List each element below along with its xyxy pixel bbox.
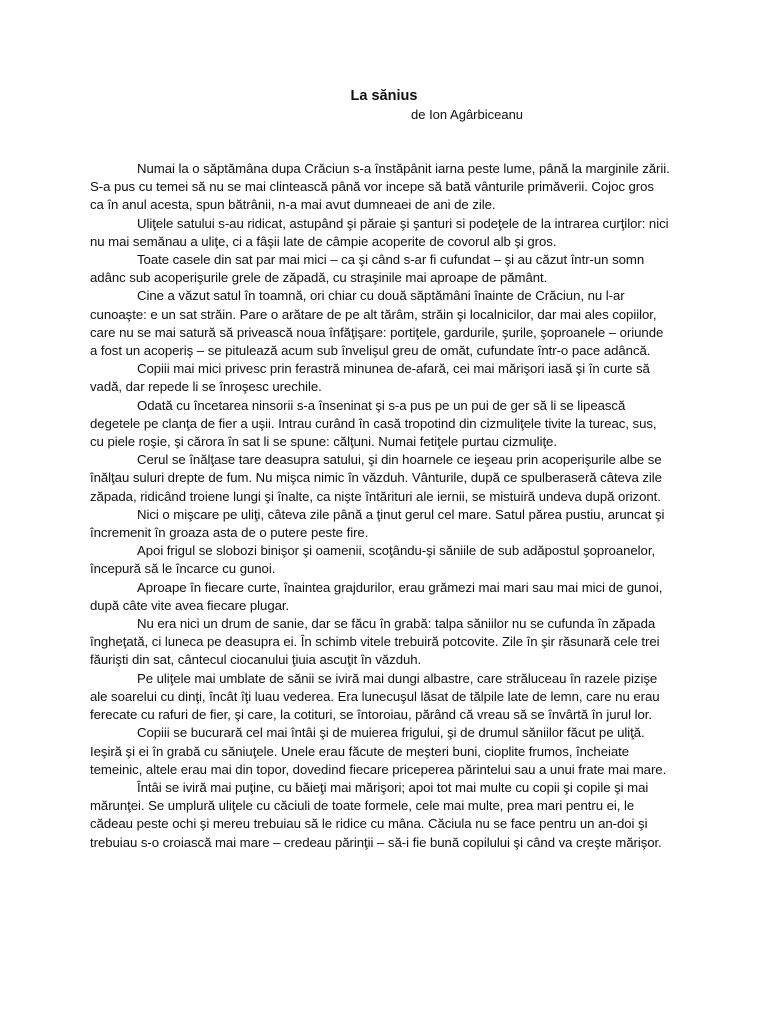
document-author: de Ion Agârbiceanu bbox=[411, 107, 524, 122]
paragraph: Nu era nici un drum de sanie, dar se făcu în grabă: talpa săniilor nu se cufunda în zăpada îngheţată, ci luneca pe deasupra ei. În schimb vitele trebuiră potcovite. Zile în şir răsunară cele trei făurişti din sat, cântecul ciocanului ţiuia ascuţit în văzduh. bbox=[90, 616, 660, 668]
paragraph: Copiii mai mici privesc prin ferastră minunea de-afară, cei mai mărişori iasă şi în curte să vadă, dar repede li se înroşesc urechile. bbox=[90, 361, 650, 395]
paragraph: Copiii se bucurară cel mai întâi şi de muierea frigului, şi de drumul săniilor făcut pe uliţă. Ieşiră şi ei în grabă cu săniuţele. Unele erau făcute de meşteri buni, cioplite frumos, încheiate temeinic, altele erau mai din topor, dovedind fiecare priceperea părintelui sau a unui frate mai mare. bbox=[90, 725, 667, 777]
paragraph: Apoi frigul se slobozi binişor şi oamenii, scoţându-şi săniile de sub adăpostul şoproanelor, începură să le încarce cu gunoi. bbox=[90, 543, 656, 577]
paragraph: Uliţele satului s-au ridicat, astupând şi păraie şi şanturi si podeţele de la intrarea curţilor: nici nu mai semănau a uliţe, ci a fâşii late de câmpie acoperite de covorul alb şi gros. bbox=[90, 215, 669, 249]
paragraph: Odată cu încetarea ninsorii s-a înseninat şi s-a pus pe un pui de ger să li se lipească degetele pe clanţa de fier a uşii. Intrau curând în casă tropotind din cizmuliţele tivite la tureac, sus, cu piele roşie, şi cărora în sat li se spune: călţuni. Numai fetiţele purtau cizmuliţe. bbox=[90, 397, 657, 450]
paragraph: Cine a văzut satul în toamnă, ori chiar cu două săptămâni înainte de Crăciun, nu l-ar cunoaşte: e un sat străin. Pare o arătare de pe alt tărâm, străin şi localnicilor, dar mai ales copiilor, care nu se mai satură să privească noua înfăţişare: portiţele, gardurile, şurile, şoproanele – oriunde a fost un acoperiş – se pitulează acum sub învelişul greu de omăt, cufundate într-o pace adâncă. bbox=[90, 288, 664, 359]
paragraph: Numai la o săptămâna dupa Crăciun s-a înstăpânit iarna peste lume, până la marginile zării. S-a pus cu temei să nu se mai clintească până vor incepe să bată vânturile primăverii. Cojoc gros ca în anul acesta, spun bătrânii, n-a mai avut dumneaei de ani de zile. bbox=[90, 161, 670, 213]
paragraph: Nici o mişcare pe uliţi, câteva zile până a ţinut gerul cel mare. Satul părea pustiu, aruncat şi încremenit în groaza asta de o putere peste fire. bbox=[90, 506, 665, 541]
document-title: La sănius bbox=[350, 88, 418, 104]
paragraph: Întâi se iviră mai puţine, cu băieţi mai mărişori; apoi tot mai multe cu copii şi copile şi mai mărunţei. Se umplură uliţele cu căciuli de toate formele, cele mai multe, prea mari pentru ei, le cădeau peste ochi şi mereu trebuiau să le ridice cu mâna. Căciula nu se face pentru un an-doi şi trebuiau s-o croiască mai mare – credeau părinţii – să-i fie bună copilului şi când va creşte mărişor. bbox=[90, 779, 662, 850]
paragraph: Toate casele din sat par mai mici – ca şi când s-ar fi cufundat – şi au căzut într-un somn adânc sub acoperişurile grele de zăpadă, cu straşinile mai aproape de pământ. bbox=[90, 252, 645, 286]
paragraph: Pe uliţele mai umblate de sănii se iviră mai dungi albastre, care străluceau în razele pizişe ale soarelui cu dinţi, încât îţi luau vederea. Era lunecuşul lăsat de tălpile late de lemn, care nu erau ferecate cu rafuri de fier, şi care, la cotituri, se întoroiau, părând că vreau să se învârtă în jurul lor. bbox=[90, 670, 660, 723]
paragraph: Cerul se înălţase tare deasupra satului, şi din hoarnele ce ieşeau prin acoperişurile albe se înălţau suluri drepte de fum. Nu mişca nimic în văzduh. Vânturile, după ce spulberaseră câteva zile zăpada, ridicând troiene lungi şi înalte, ca nişte întărituri ale iernii, se mistuiră undeva după orizont. bbox=[90, 452, 662, 504]
document-body bbox=[90, 160, 670, 852]
paragraph: Aproape în fiecare curte, înaintea grajdurilor, erau grămezi mai mari sau mai mici de gunoi, după câte vite avea fiecare plugar. bbox=[90, 579, 663, 613]
